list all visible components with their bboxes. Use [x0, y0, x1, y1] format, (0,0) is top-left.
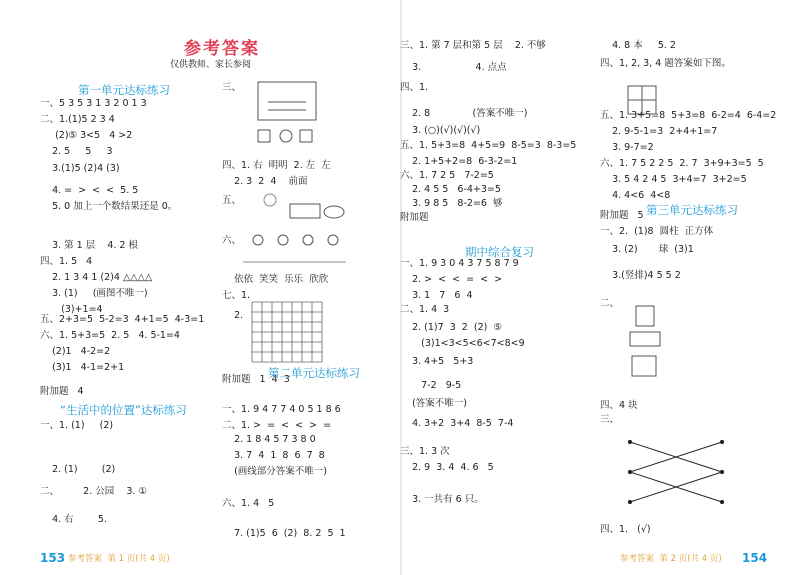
col1-line: 3. 第 1 层 4. 2 根	[40, 240, 138, 251]
page-number-right: 154	[742, 551, 768, 565]
col3-line: 3. 4. 点点	[400, 62, 507, 73]
section-unit2: 第二单元达标练习	[268, 366, 360, 380]
col3-line: 六、1. 7 2 5 7-2=5	[400, 170, 494, 181]
col3-line: 2. (1)7 3 2 (2) ⑤	[400, 322, 502, 333]
col4-line: 六、1. 7 5 2 2 5 2. 7 3+9+3=5 5	[600, 158, 764, 169]
col1-line: 3. (1) (画图不唯一)	[40, 288, 148, 299]
page-number-left: 153	[40, 551, 66, 565]
col3-line: 2. 8 (答案不唯一)	[400, 108, 528, 119]
col2-line: 3. 7 4 1 8 6 7 8	[222, 450, 325, 461]
col4-line: 3. 9-7=2	[600, 142, 654, 153]
col1-line: 3.(1)5 (2)4 (3)	[40, 163, 120, 174]
col3-line: 四、1.	[400, 82, 429, 93]
col2-line: 二、1. > = < < > =	[222, 420, 332, 431]
col2-line: 2. 1 8 4 5 7 3 8 0	[222, 434, 316, 445]
col4-line: 四、1. (√)	[600, 524, 651, 535]
page-title: 参考答案	[184, 39, 260, 59]
col4-line: 二、	[600, 298, 620, 309]
col3-line: 2. 9 3. 4 4. 6 5	[400, 462, 494, 473]
col1-line: 2. 1 3 4 1 (2)4 △△△△	[40, 272, 153, 283]
col2-line: 三、	[222, 82, 242, 93]
col2-line: 六、1. 4 5	[222, 498, 275, 509]
footer-right-text: 参考答案 第 2 页(共 4 页)	[620, 554, 722, 564]
col2-line: 7. (1)5 6 (2) 8. 2 5 1	[222, 528, 346, 539]
page-subtitle: 仅供教师、家长参阅	[170, 60, 252, 70]
col3-line: 3. (○)(√)(√)(√)	[400, 125, 481, 136]
col4-line: 一、2. (1)8 圆柱 正方体	[600, 226, 714, 237]
section-position: “生活中的位置”达标练习	[60, 403, 187, 417]
col3-line: 二、1. 4 3	[400, 304, 450, 315]
col4-line: 4. 4<6 4<8	[600, 190, 671, 201]
col3-line: 五、1. 5+3=8 4+5=9 8-5=3 8-3=5	[400, 140, 577, 151]
col3-line: 三、1. 第 7 层和第 5 层 2. 不够	[400, 40, 546, 51]
col3-line: 2. 1+5+2=8 6-3-2=1	[400, 156, 518, 167]
col2-line: 七、1.	[222, 290, 251, 301]
col3-line: (答案不唯一)	[400, 398, 467, 409]
section-midterm: 期中综合复习	[465, 245, 534, 259]
col3-line: (3)1<3<5<6<7<8<9	[400, 338, 525, 349]
col3-line: 一、1. 9 3 0 4 3 7 5 8 7 9	[400, 258, 519, 269]
col1-line: (3)+1=4	[40, 304, 103, 315]
col1-line: 五、2+3=5 5-2=3 4+1=5 4-3=1	[40, 314, 205, 325]
col1-line: 4. = > < < 5. 5	[40, 185, 139, 196]
col3-line: 三、1. 3 次	[400, 446, 450, 457]
col1-line: 一、1. (1) (2)	[40, 420, 114, 431]
col3-line: 4. 3+2 3+4 8-5 7-4	[400, 418, 514, 429]
col1-line: 四、1. 5 4	[40, 256, 93, 267]
col2-line: 2. 3 2 4 前面	[222, 176, 308, 187]
col1-line: (2)⑤ 3<5 4 >2	[40, 130, 133, 141]
col1-line: (3)1 4-1=2+1	[40, 362, 125, 373]
col3-line: 3. 4+5 5+3	[400, 356, 474, 367]
footer-left-text: 参考答案 第 1 页(共 4 页)	[68, 554, 170, 564]
col3-line: 2. > < < = < >	[400, 274, 503, 285]
col4-line: 4. 8 本 5. 2	[600, 40, 676, 51]
section-unit3: 第三单元达标练习	[646, 203, 738, 217]
col3-line: 附加题	[400, 212, 429, 223]
col3-line: 3. 一共有 6 只。	[400, 494, 484, 505]
col1-line: 2. 5 5 3	[40, 146, 113, 157]
col4-line: 2. 9-5-1=3 2+4+1=7	[600, 126, 718, 137]
col1-line: 六、1. 5+3=5 2. 5 4. 5-1=4	[40, 330, 180, 341]
col4-line: 3.(竖排)4 5 5 2	[600, 270, 681, 281]
section-unit1: 第一单元达标练习	[78, 83, 170, 97]
col1-line: 附加题 4	[40, 386, 84, 397]
icons-row	[258, 128, 318, 146]
col1-line: 2. (1) (2)	[40, 464, 116, 475]
col4-line: 五、1. 3+5=8 5+3=8 6-2=4 6-4=2	[600, 110, 777, 121]
shapes-grid-figure	[628, 86, 658, 116]
col4-line: 附加题 5	[600, 210, 644, 221]
col1-line: (2)1 4-2=2	[40, 346, 111, 357]
col1-line: 二、 2. 公园 3. ①	[40, 486, 147, 497]
scene-figure	[258, 190, 348, 228]
col4-line: 3. (2) 球 (3)1	[600, 244, 694, 255]
col1-line: 4. 右 5.	[40, 514, 107, 525]
col1-line: 一、5 3 5 3 1 3 2 0 1 3	[40, 98, 147, 109]
col1-line: 二、1.(1)5 2 3 4	[40, 114, 115, 125]
col2-line: 附加题 1 4 3	[222, 374, 290, 385]
col2-line: 五、	[222, 195, 242, 206]
col2-line: 依依 笑笑 乐乐 欣欣	[222, 274, 329, 285]
col4-line: 3. 5 4 2 4 5 3+4=7 3+2=5	[600, 174, 747, 185]
solids-figure	[628, 302, 668, 382]
children-figure	[238, 232, 348, 268]
col2-line: (画线部分答案不唯一)	[222, 466, 327, 477]
col4-line: 三、	[600, 414, 620, 425]
col3-line: 3. 9 8 5 8-2=6 够	[400, 198, 503, 209]
col3-line: 2. 4 5 5 6-4+3=5	[400, 184, 501, 195]
col2-line: 2.	[222, 310, 244, 321]
col3-line: 3. 1 7 6 4	[400, 290, 473, 301]
col2-line: 一、1. 9 4 7 7 4 0 5 1 8 6	[222, 404, 341, 415]
col4-line: 四、1, 2, 3, 4 题答案如下图。	[600, 58, 731, 69]
col4-line: 四、4 块	[600, 400, 638, 411]
col2-line: 四、1. 右 明明 2. 左 左	[222, 160, 331, 171]
col3-line: 7-2 9-5	[400, 380, 462, 391]
col1-line: 5. 0 加上一个数结果还是 0。	[40, 201, 178, 212]
bridge-figure	[258, 82, 318, 122]
matching-lines-figure	[622, 412, 742, 520]
grid-figure	[252, 302, 324, 366]
col2-line: 六、	[222, 235, 242, 246]
